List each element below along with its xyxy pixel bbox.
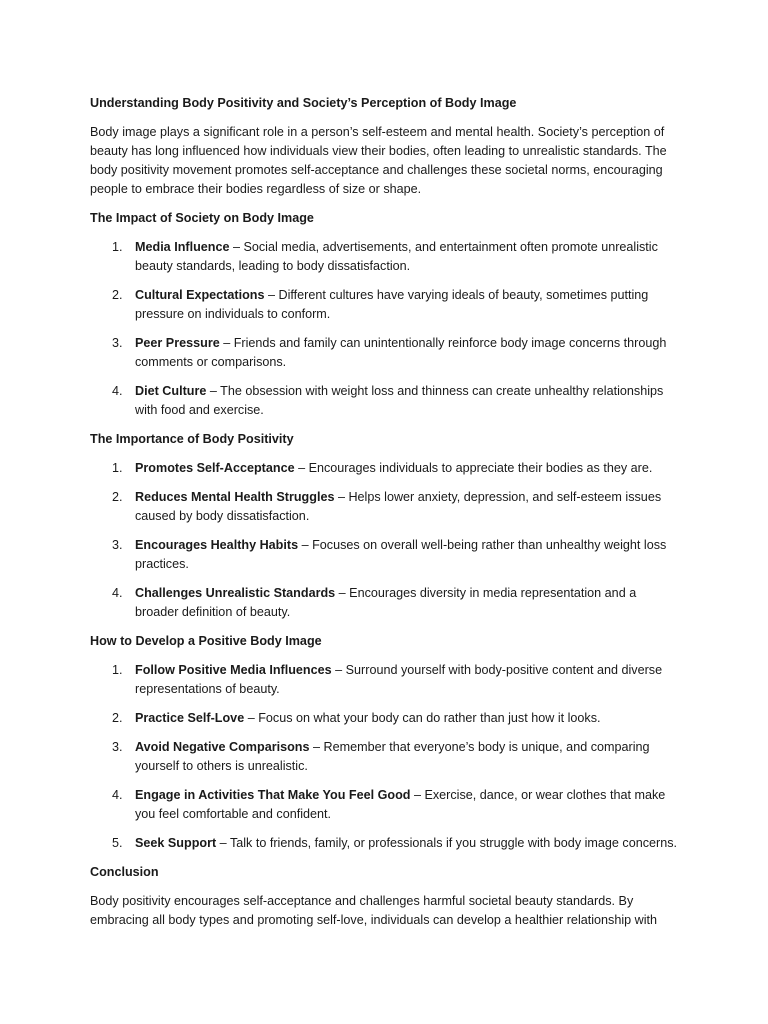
list-item-term: Diet Culture	[135, 384, 207, 398]
list-number: 1.	[112, 461, 123, 475]
list-item	[90, 286, 680, 324]
list-item	[90, 536, 680, 574]
list-item	[90, 488, 680, 526]
list-item-term: Challenges Unrealistic Standards	[135, 586, 336, 600]
list-number: 3.	[112, 336, 123, 350]
list-item-term: Peer Pressure	[135, 336, 220, 350]
section-heading: The Importance of Body Positivity	[90, 432, 294, 446]
conclusion-paragraph: Body positivity encourages self-acceptance and challenges harmful societal beauty standards. By embracing all body types and promoting self-love, individuals can develop a healthier relationship with	[90, 894, 658, 927]
list-item-text: – Encourages diversity in media representation and a broader definition of beauty.	[135, 586, 637, 619]
list-item-term: Follow Positive Media Influences	[135, 663, 332, 677]
list-number: 2.	[112, 288, 123, 302]
list-item-text: – Encourages individuals to appreciate their bodies as they are.	[294, 461, 653, 475]
list-number: 3.	[112, 740, 123, 754]
list-item-text: – Talk to friends, family, or professionals if you struggle with body image concerns.	[216, 836, 678, 850]
section-heading: The Impact of Society on Body Image	[90, 211, 314, 225]
list-item-text: – Friends and family can unintentionally reinforce body image concerns through comments or comparisons.	[135, 336, 667, 369]
list-number: 1.	[112, 663, 123, 677]
list-item-text: – Focuses on overall well-being rather than unhealthy weight loss practices.	[135, 538, 667, 571]
list-item	[90, 709, 680, 728]
list-item-term: Engage in Activities That Make You Feel Good	[135, 788, 411, 802]
list-item-text: – Surround yourself with body-positive content and diverse representations of beauty.	[135, 663, 663, 696]
conclusion-heading: Conclusion	[90, 865, 159, 879]
list-item	[90, 738, 680, 776]
list-item	[90, 584, 680, 622]
list-number: 2.	[112, 490, 123, 504]
list-item-text: – Social media, advertisements, and entertainment often promote unrealistic beauty standards, leading to body dissatisfaction.	[135, 240, 658, 273]
list-item-text: – Focus on what your body can do rather than just how it looks.	[244, 711, 601, 725]
list-item-text: – Helps lower anxiety, depression, and self-esteem issues caused by body dissatisfaction.	[135, 490, 662, 523]
list-item	[90, 661, 680, 699]
list-item-term: Reduces Mental Health Struggles	[135, 490, 335, 504]
list-item-text: – Exercise, dance, or wear clothes that make you feel comfortable and confident.	[135, 788, 666, 821]
list-item-text: – Different cultures have varying ideals of beauty, sometimes putting pressure on individuals to conform.	[135, 288, 649, 321]
document-content	[90, 94, 680, 940]
list-item-term: Promotes Self-Acceptance	[135, 461, 295, 475]
section-heading: How to Develop a Positive Body Image	[90, 634, 322, 648]
document-title: Understanding Body Positivity and Society’s Perception of Body Image	[90, 96, 517, 110]
numbered-list	[90, 238, 680, 420]
numbered-list	[90, 459, 680, 622]
list-number: 3.	[112, 538, 123, 552]
list-item-text: – Remember that everyone’s body is unique, and comparing yourself to others is unrealistic.	[135, 740, 650, 773]
list-item	[90, 786, 680, 824]
intro-paragraph: Body image plays a significant role in a person’s self-esteem and mental health. Society’s perception of beauty has long influenced how individuals view their bodies, often leading to unrealistic standards. The body positivity movement promotes self-acceptance and challenges these societal norms, encouraging people to embrace their bodies regardless of size or shape.	[90, 125, 667, 196]
list-number: 5.	[112, 836, 123, 850]
list-number: 1.	[112, 240, 123, 254]
list-item	[90, 382, 680, 420]
list-number: 4.	[112, 788, 123, 802]
numbered-list	[90, 661, 680, 853]
list-item	[90, 834, 680, 853]
list-item-term: Cultural Expectations	[135, 288, 265, 302]
list-item	[90, 238, 680, 276]
list-item	[90, 334, 680, 372]
list-item-term: Avoid Negative Comparisons	[135, 740, 310, 754]
list-item-text: – The obsession with weight loss and thinness can create unhealthy relationships with food and exercise.	[135, 384, 664, 417]
list-item-term: Seek Support	[135, 836, 217, 850]
list-item-term: Encourages Healthy Habits	[135, 538, 299, 552]
list-item-term: Media Influence	[135, 240, 230, 254]
list-item-term: Practice Self-Love	[135, 711, 245, 725]
list-number: 4.	[112, 384, 123, 398]
list-number: 2.	[112, 711, 123, 725]
list-item	[90, 459, 680, 478]
list-number: 4.	[112, 586, 123, 600]
